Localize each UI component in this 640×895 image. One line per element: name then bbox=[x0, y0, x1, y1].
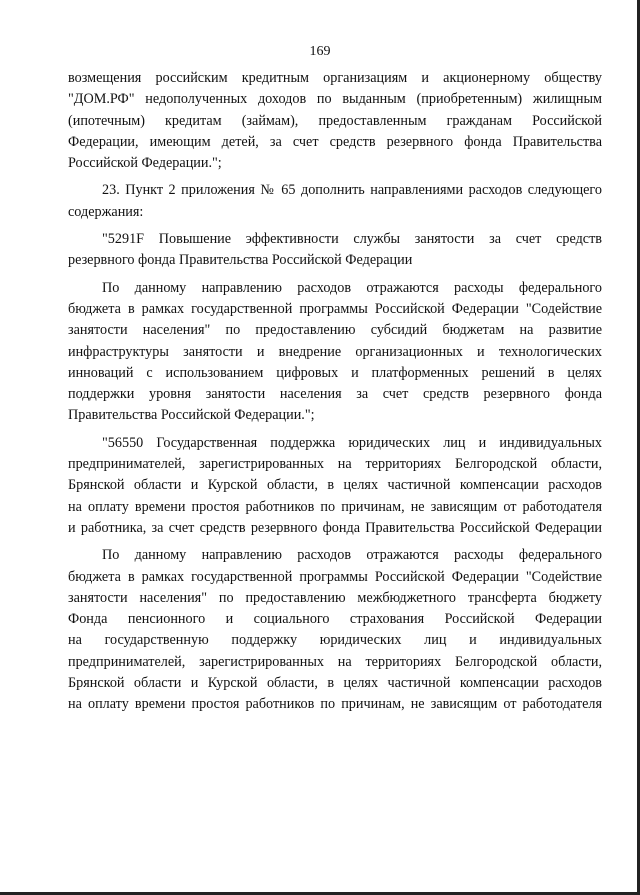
text-line: (ипотечным) кредитам (займам), предоставленным гражданам Российской bbox=[68, 112, 602, 129]
text-line: на оплату времени простоя работников по причинам, не зависящим от работодателя bbox=[68, 696, 602, 713]
text-line: "5291F Повышение эффективности службы занятости за счет средств bbox=[102, 231, 602, 248]
text-line: инфраструктуры занятости и внедрение организационных и технологических bbox=[68, 343, 602, 360]
text-line: По данному направлению расходов отражаются расходы федерального bbox=[102, 547, 602, 564]
text-line: Брянской области и Курской области, в целях частичной компенсации расходов bbox=[68, 477, 602, 494]
text-line: предпринимателей, зарегистрированных на территориях Белгородской области, bbox=[68, 456, 602, 473]
text-line: предпринимателей, зарегистрированных на территориях Белгородской области, bbox=[68, 653, 602, 670]
text-line: "ДОМ.РФ" недополученных доходов по выданным (приобретенным) жилищным bbox=[68, 91, 602, 108]
text-line: резервного фонда Правительства Российской Федерации bbox=[68, 252, 413, 269]
text-line: занятости населения" по предоставлению межбюджетного трансферта бюджету bbox=[68, 589, 602, 606]
text-line: Фонда пенсионного и социального страхования Российской Федерации bbox=[68, 611, 602, 628]
text-line: Правительства Российской Федерации."; bbox=[68, 407, 315, 424]
text-line: занятости населения" по предоставлению субсидий бюджетам на развитие bbox=[68, 322, 602, 339]
text-line: "56550 Государственная поддержка юридических лиц и индивидуальных bbox=[102, 434, 602, 451]
text-line: возмещения российским кредитным организациям и акционерному обществу bbox=[68, 70, 602, 86]
text-line: содержания: bbox=[68, 203, 144, 220]
text-line: на государственную поддержку юридических лиц и индивидуальных bbox=[68, 632, 602, 649]
text-line: на оплату времени простоя работников по причинам, не зависящим от работодателя bbox=[68, 498, 602, 515]
text-line: По данному направлению расходов отражаются расходы федерального bbox=[102, 279, 602, 296]
text-line: бюджета в рамках государственной программы Российской Федерации "Содействие bbox=[68, 300, 602, 317]
text-line: Федерации, имеющим детей, за счет средств резервного фонда Правительства bbox=[68, 133, 602, 150]
text-line: и работника, за счет средств резервного фонда Правительства Российской Федерации bbox=[68, 519, 602, 536]
text-line: Брянской области и Курской области, в целях частичной компенсации расходов bbox=[68, 675, 602, 692]
text-line: 23. Пункт 2 приложения № 65 дополнить направлениями расходов следующего bbox=[102, 182, 602, 199]
document-body bbox=[68, 68, 602, 716]
text-line: Российской Федерации."; bbox=[68, 155, 222, 172]
text-line: бюджета в рамках государственной программы Российской Федерации "Содействие bbox=[68, 568, 602, 585]
text-line: поддержки уровня занятости населения за счет средств резервного фонда bbox=[68, 386, 602, 403]
text-line: инноваций с использованием цифровых и платформенных решений в целях bbox=[68, 364, 602, 381]
page-number: 169 bbox=[309, 44, 331, 59]
